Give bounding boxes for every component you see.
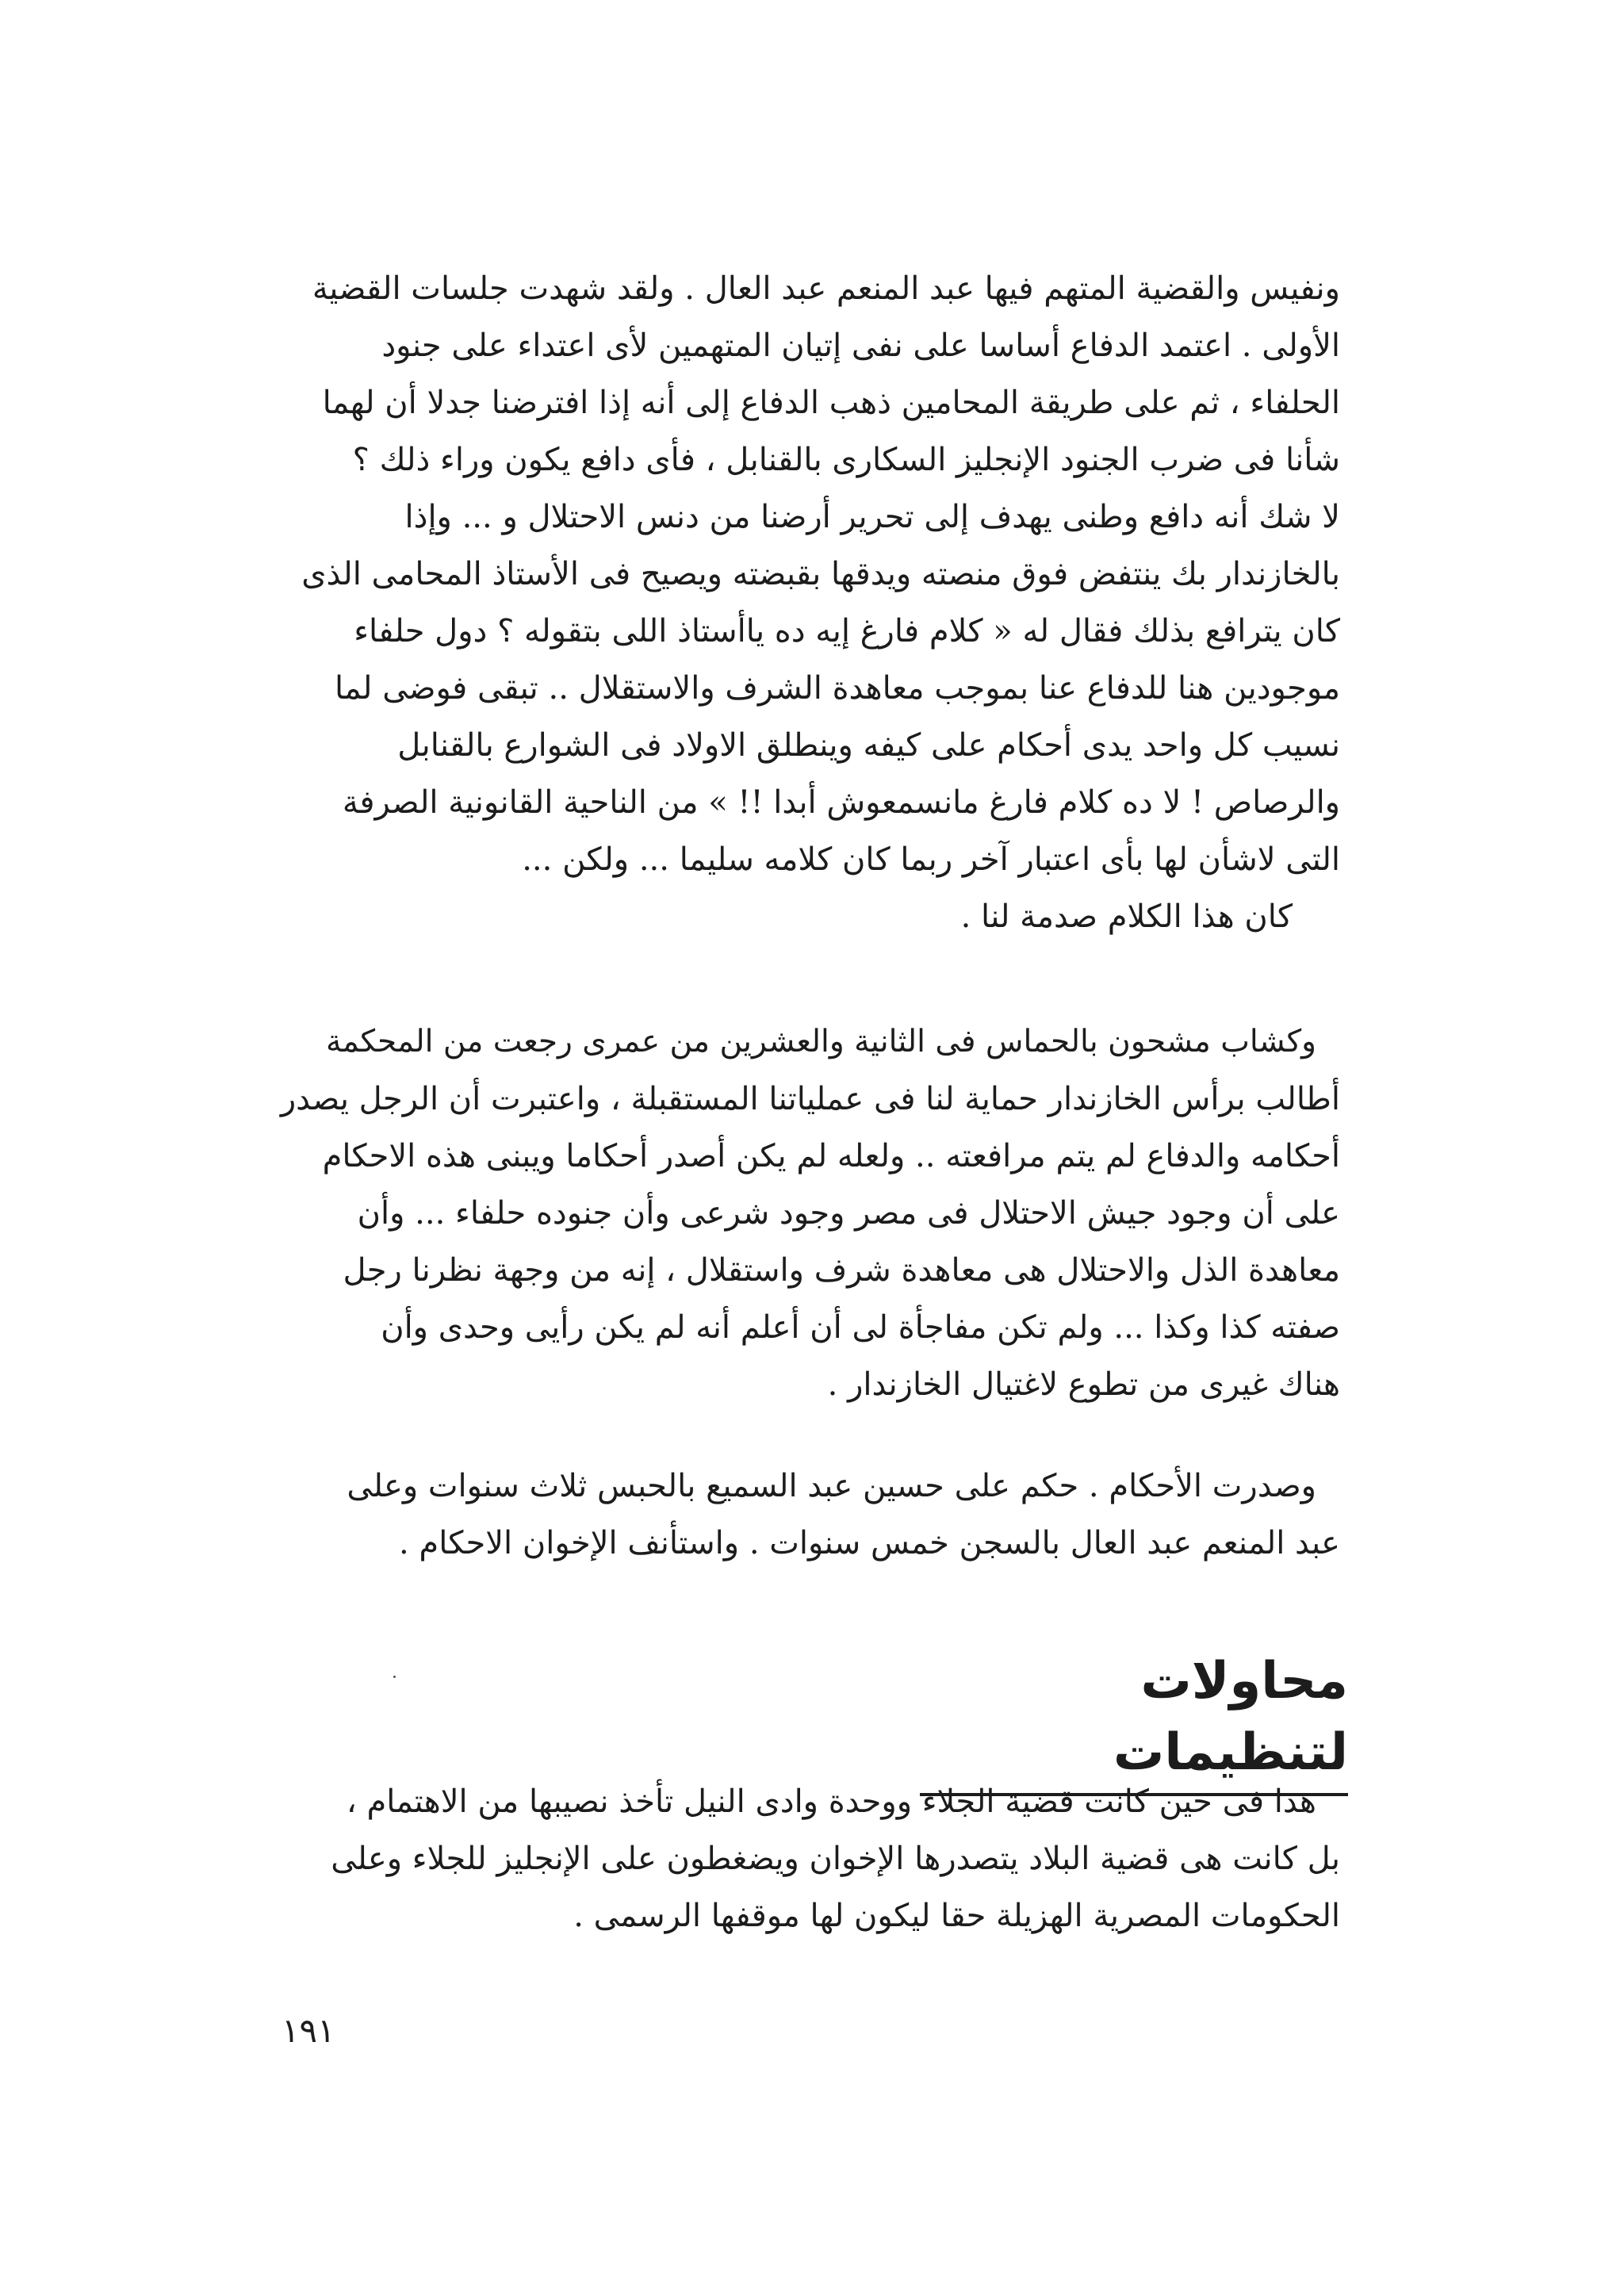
text-line: الأولى . اعتمد الدفاع أساسا على نفى إتيان المتهمين لأى اعتداء على جنود <box>381 328 1340 364</box>
text-line: وكشاب مشحون بالحماس فى الثانية والعشرين من عمرى رجعت من المحكمة <box>325 1024 1316 1059</box>
text-line: كان يترافع بذلك فقال له « كلام فارغ إيه ده ياأستاذ اللى بتقوله ؟ دول حلفاء <box>354 613 1340 649</box>
paragraph-1 <box>278 260 1340 945</box>
print-speck <box>393 1676 396 1678</box>
text-line: الحكومات المصرية الهزيلة حقا ليكون لها موقفها الرسمى . <box>573 1898 1340 1934</box>
text-line: أحكامه والدفاع لم يتم مرافعته .. ولعله لم يكن أصدر أحكاما ويبنى هذه الاحكام <box>322 1138 1340 1174</box>
text-line: صفته كذا وكذا ... ولم تكن مفاجأة لى أن أعلم أنه لم يكن رأيى وحدى وأن <box>381 1309 1340 1346</box>
text-line: التى لاشأن لها بأى اعتبار آخر ربما كان كلامه سليما ... ولكن ... <box>522 841 1340 878</box>
text-line: معاهدة الذل والاحتلال هى معاهدة شرف واستقلال ، إنه من وجهة نظرنا رجل <box>343 1252 1340 1289</box>
section-paragraph <box>278 1773 1340 1944</box>
paragraph-2 <box>278 1013 1340 1413</box>
text-line: هناك غيرى من تطوع لاغتيال الخازندار . <box>827 1366 1340 1403</box>
text-line: عبد المنعم عبد العال بالسجن خمس سنوات . واستأنف الإخوان الاحكام . <box>399 1525 1340 1561</box>
text-line: أطالب برأس الخازندار حماية لنا فى عملياتنا المستقبلة ، واعتبرت أن الرجل يصدر <box>280 1081 1340 1117</box>
text-line: وصدرت الأحكام . حكم على حسين عبد السميع بالحبس ثلاث سنوات وعلى <box>347 1468 1316 1504</box>
text-line: والرصاص ! لا ده كلام فارغ مانسمعوش أبدا !! » من الناحية القانونية الصرفة <box>342 784 1340 821</box>
text-line: لا شك أنه دافع وطنى يهدف إلى تحرير أرضنا من دنس الاحتلال و ... وإذا <box>404 499 1340 535</box>
text-line: على أن وجود جيش الاحتلال فى مصر وجود شرعى وأن جنوده حلفاء ... وأن <box>357 1195 1340 1232</box>
section-heading-text: محاولات لتنظيمات <box>1113 1652 1348 1782</box>
page-number: ١٩١ <box>282 2011 335 2050</box>
text-line: بالخازندار بك ينتفض فوق منصته ويدقها بقبضته ويصيح فى الأستاذ المحامى الذى <box>301 556 1340 592</box>
text-line: ونفيس والقضية المتهم فيها عبد المنعم عبد العال . ولقد شهدت جلسات القضية <box>312 270 1340 307</box>
text-line: شأنا فى ضرب الجنود الإنجليز السكارى بالقنابل ، فأى دافع يكون وراء ذلك ؟ <box>352 442 1340 478</box>
text-line: كان هذا الكلام صدمة لنا . <box>960 898 1293 935</box>
text-line: موجودين هنا للدفاع عنا بموجب معاهدة الشرف والاستقلال .. تبقى فوضى لما <box>334 670 1340 707</box>
text-line: الحلفاء ، ثم على طريقة المحامين ذهب الدفاع إلى أنه إذا افترضنا جدلا أن لهما <box>322 385 1340 421</box>
text-line: بل كانت هى قضية البلاد يتصدرها الإخوان ويضغطون على الإنجليز للجلاء وعلى <box>331 1841 1340 1877</box>
text-line: هذا فى حين كانت قضية الجلاء ووحدة وادى النيل تأخذ نصيبها من الاهتمام ، <box>346 1783 1316 1820</box>
paragraph-3 <box>278 1458 1340 1572</box>
text-line: نسيب كل واحد يدى أحكام على كيفه وينطلق الاولاد فى الشوارع بالقنابل <box>397 727 1340 764</box>
